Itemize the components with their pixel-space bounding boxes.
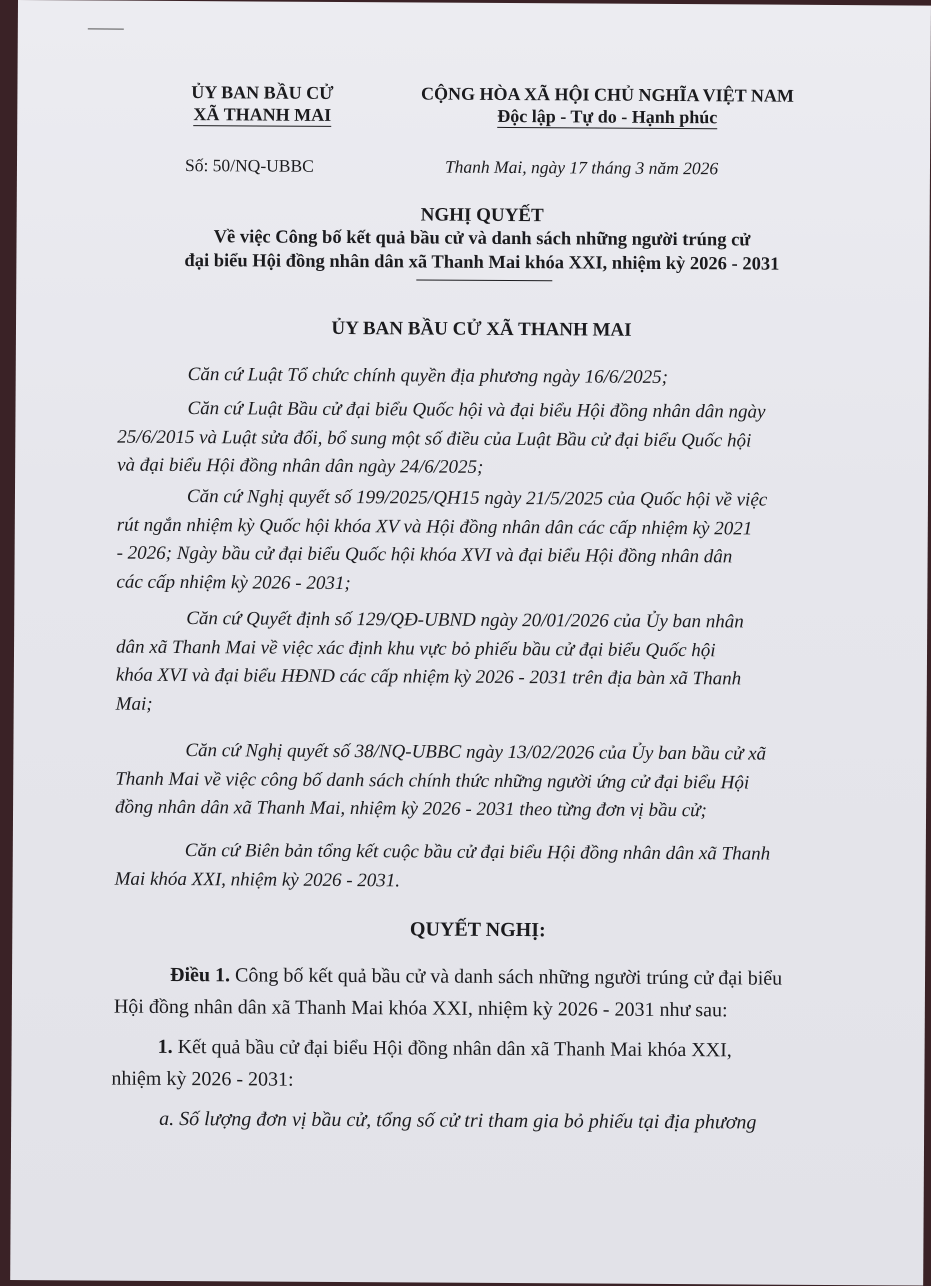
- issuer-line2: XÃ THANH MAI: [193, 104, 332, 125]
- national-motto: Độc lập - Tự do - Hạnh phúc: [497, 105, 718, 128]
- document-type: NGHỊ QUYẾT: [420, 204, 544, 227]
- issuer-line1: ỦY BAN BẦU CỬ: [191, 82, 334, 103]
- place-date: Thanh Mai, ngày 17 tháng 3 năm 2026: [444, 156, 719, 179]
- legal-basis-line: Căn cứ Biên bản tổng kết cuộc bầu cử đại biểu Hội đồng nhân dân xã Thanh: [184, 840, 771, 865]
- legal-basis-line: - 2026; Ngày bầu cử đại biểu Quốc hội khóa XVI và đại biểu Hội đồng nhân dân: [116, 542, 733, 568]
- legal-basis-line: Căn cứ Nghị quyết số 38/NQ-UBBC ngày 13/02/2026 của Ủy ban bầu cử xã: [185, 740, 767, 765]
- item-a: a. Số lượng đơn vị bầu cử, tổng số cử tri tham gia bỏ phiếu tại địa phương: [159, 1107, 757, 1134]
- document-page: [10, 0, 931, 1286]
- issuing-body: ỦY BAN BẦU CỬ XÃ THANH MAI: [331, 317, 632, 341]
- article-1: Điều 1. Công bố kết quả bầu cử và danh sách những người trúng cử đại biểu Hội đồng nhân dân xã Thanh Mai khóa XXI, nhiệm kỳ 2026 - 2031 như sau:: [113, 963, 783, 1022]
- subject-line-1: Về việc Công bố kết quả bầu cử và danh sách những người trúng cử: [213, 227, 751, 251]
- legal-basis-line: Căn cứ Nghị quyết số 199/2025/QH15 ngày 21/5/2025 của Quốc hội về việc: [186, 486, 768, 511]
- legal-basis-2: [117, 395, 836, 485]
- decision-heading: QUYẾT NGHỊ:: [409, 918, 546, 942]
- legal-basis-line: Căn cứ Luật Tổ chức chính quyền địa phương ngày 16/6/2025;: [187, 364, 669, 388]
- legal-basis-line: Thanh Mai về việc công bố danh sách chính thức những người ứng cử đại biểu Hội: [115, 768, 750, 793]
- legal-basis-line: Căn cứ Quyết định số 129/QĐ-UBND ngày 20/01/2026 của Ủy ban nhân: [186, 608, 744, 633]
- national-header: [387, 82, 827, 130]
- legal-basis-5: [115, 737, 834, 827]
- legal-basis-4: [116, 605, 835, 723]
- legal-basis-line: dân xã Thanh Mai về việc xác định khu vực bỏ phiếu bầu cử đại biểu Quốc hội: [115, 636, 716, 661]
- legal-basis-line: Mai;: [115, 693, 153, 715]
- legal-basis-1: [118, 361, 836, 394]
- pen-mark: [88, 28, 124, 29]
- legal-basis-line: và đại biểu Hội đồng nhân dân ngày 24/6/2025;: [117, 454, 484, 478]
- subject-underline: [416, 279, 552, 281]
- issuer-header: [167, 81, 357, 127]
- legal-basis-6: [115, 837, 833, 898]
- subject-line-2: đại biểu Hội đồng nhân dân xã Thanh Mai khóa XXI, nhiệm kỳ 2026 - 2031: [184, 251, 780, 275]
- reference-number: Số: 50/NQ-UBBC: [184, 155, 314, 176]
- legal-basis-line: Mai khóa XXI, nhiệm kỳ 2026 - 2031.: [114, 868, 401, 891]
- national-title: CỘNG HÒA XÃ HỘI CHỦ NGHĨA VIỆT NAM: [420, 83, 794, 106]
- legal-basis-line: rút ngắn nhiệm kỳ Quốc hội khóa XV và Hội đồng nhân dân các cấp nhiệm kỳ 2021: [116, 514, 753, 539]
- legal-basis-3: [116, 483, 835, 601]
- legal-basis-line: 25/6/2015 và Luật sửa đổi, bổ sung một số điều của Luật Bầu cử đại biểu Quốc hội: [117, 426, 752, 451]
- item-1: 1. Kết quả bầu cử đại biểu Hội đồng nhân dân xã Thanh Mai khóa XXI, nhiệm kỳ 2026 - 2031:: [111, 1035, 732, 1091]
- legal-basis-line: Căn cứ Luật Bầu cử đại biểu Quốc hội và đại biểu Hội đồng nhân dân ngày: [187, 398, 766, 423]
- legal-basis-line: khóa XVI và đại biểu HĐND các cấp nhiệm kỳ 2026 - 2031 trên địa bàn xã Thanh: [115, 664, 742, 690]
- legal-basis-line: đồng nhân dân xã Thanh Mai, nhiệm kỳ 2026 - 2031 theo từng đơn vị bầu cử;: [115, 796, 707, 822]
- legal-basis-line: các cấp nhiệm kỳ 2026 - 2031;: [116, 571, 351, 594]
